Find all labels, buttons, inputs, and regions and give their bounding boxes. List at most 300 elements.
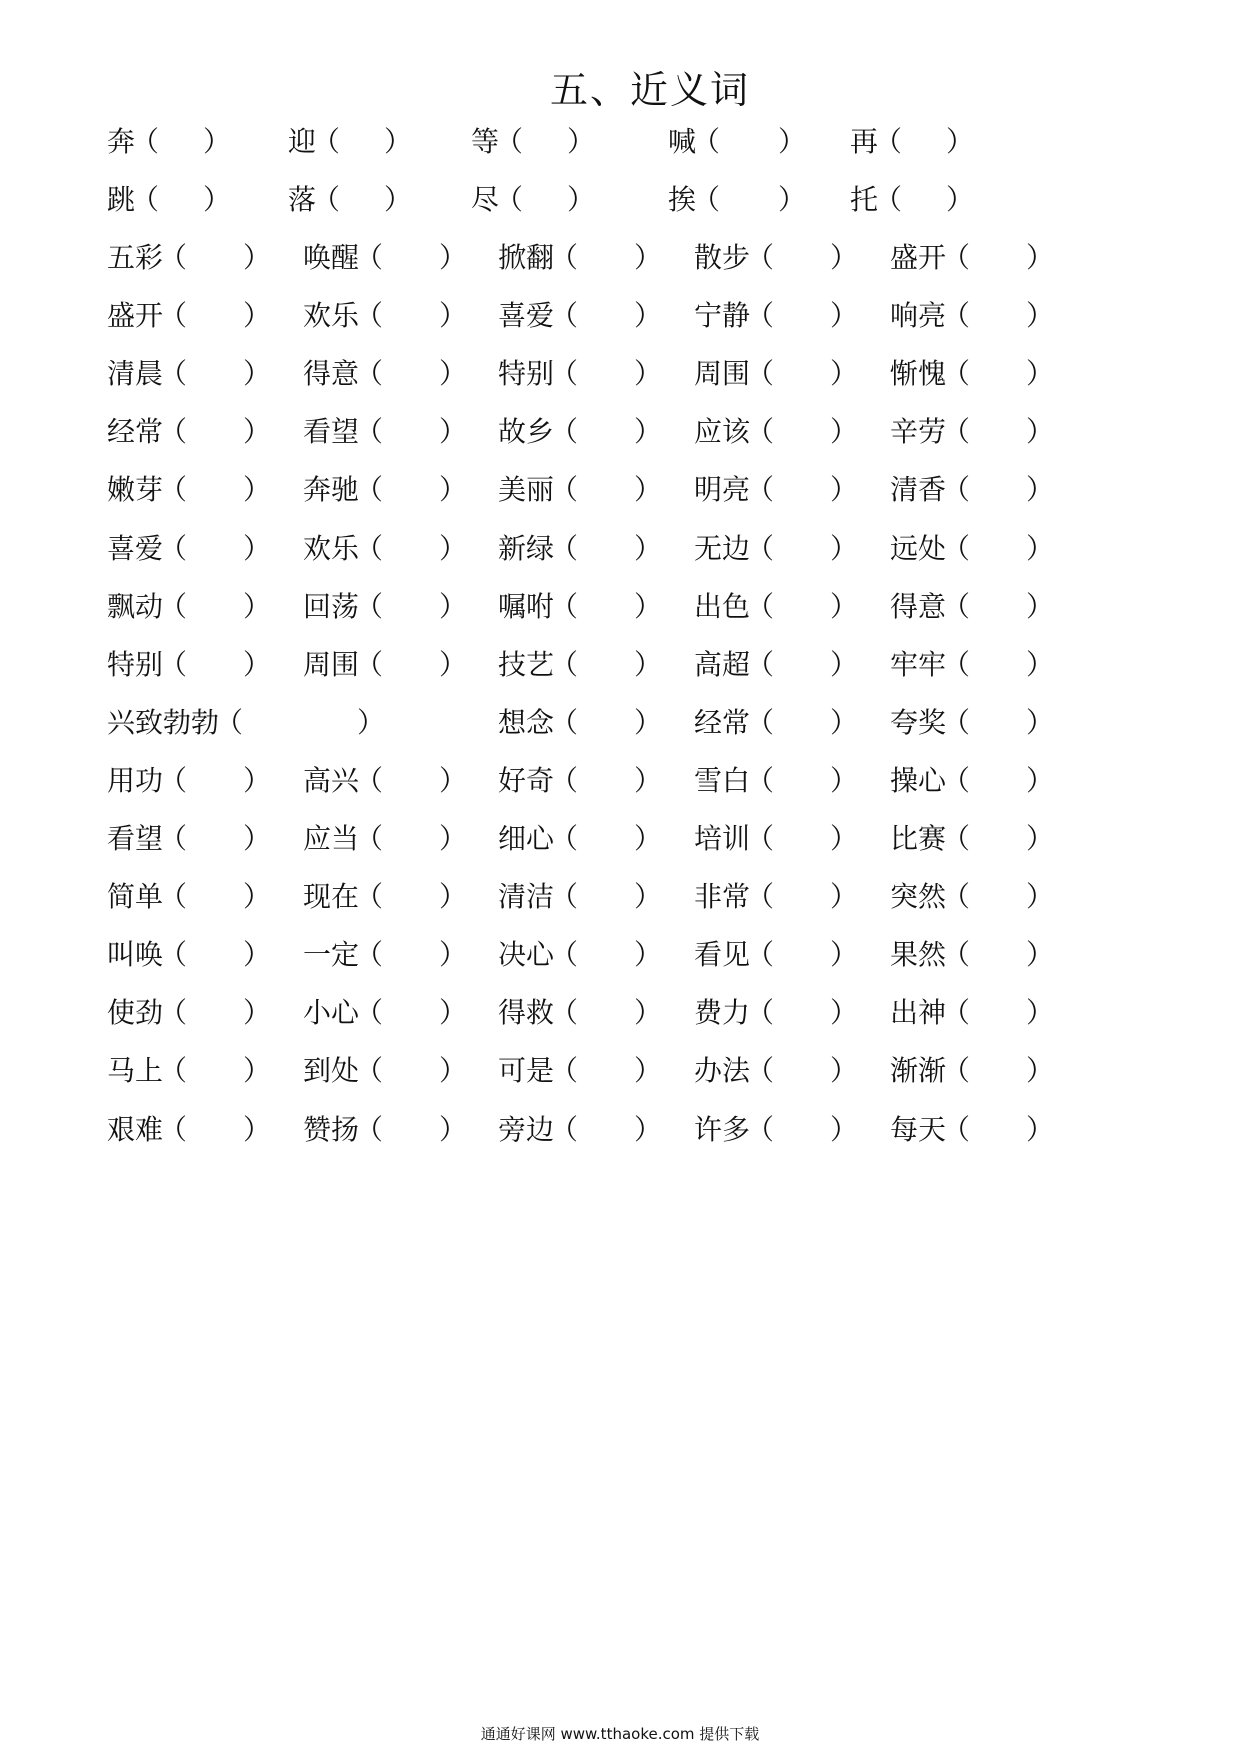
synonym-item [694,647,859,683]
answer-blank-close: ） [1026,590,1055,623]
answer-blank-close: ） [439,473,468,506]
synonym-item [498,414,663,450]
answer-blank-close: ） [243,241,272,274]
synonym-word: 好奇 [498,764,555,797]
synonym-word: 明亮 [694,473,751,506]
answer-blank-close: ） [634,996,663,1029]
synonym-item [890,414,1055,450]
answer-blank-open: （ [550,532,579,565]
answer-blank-open: （ [746,357,775,390]
answer-blank-open: （ [159,1113,188,1146]
synonym-item [694,414,859,450]
synonym-item [107,356,272,392]
synonym-word: 简单 [107,880,164,913]
answer-blank-open: （ [131,183,160,216]
answer-blank-close: ） [778,125,807,158]
synonym-item [890,472,1055,508]
answer-blank-close: ） [439,648,468,681]
synonym-word: 盛开 [107,299,164,332]
answer-blank-close: ） [243,880,272,913]
answer-blank-close: ） [243,1113,272,1146]
answer-blank-close: ） [203,183,232,216]
synonym-item [890,240,1055,276]
synonym-item [694,1053,859,1089]
answer-blank-close: ） [634,241,663,274]
synonym-word: 一定 [303,938,360,971]
synonym-word: 响亮 [890,299,947,332]
synonym-word: 尽 [471,183,500,216]
synonym-item [890,1112,1055,1148]
synonym-word: 费力 [694,996,751,1029]
synonym-item [694,472,859,508]
synonym-item [850,124,975,160]
answer-blank-close: ） [634,590,663,623]
answer-blank-close: ） [634,357,663,390]
answer-blank-open: （ [550,299,579,332]
answer-blank-close: ） [439,1054,468,1087]
answer-blank-open: （ [692,125,721,158]
answer-blank-open: （ [942,822,971,855]
synonym-item [107,1112,272,1148]
synonym-item [668,182,807,218]
answer-blank-close: ） [830,299,859,332]
answer-blank-open: （ [355,473,384,506]
synonym-word: 美丽 [498,473,555,506]
answer-blank-open: （ [746,299,775,332]
synonym-word: 比赛 [890,822,947,855]
answer-blank-close: ） [243,996,272,1029]
synonym-word: 非常 [694,880,751,913]
answer-blank-open: （ [355,357,384,390]
answer-blank-open: （ [159,938,188,971]
synonym-word: 欢乐 [303,532,360,565]
answer-blank-open: （ [355,1054,384,1087]
synonym-item [107,240,272,276]
answer-blank-close: ） [1026,822,1055,855]
synonym-word: 经常 [694,706,751,739]
synonym-word: 到处 [303,1054,360,1087]
answer-blank-open: （ [746,532,775,565]
synonym-item [303,1053,468,1089]
answer-blank-close: ） [830,938,859,971]
synonym-word: 小心 [303,996,360,1029]
answer-blank-open: （ [746,1113,775,1146]
synonym-item [107,124,232,160]
answer-blank-open: （ [550,241,579,274]
answer-blank-close: ） [1026,1054,1055,1087]
synonym-word: 高超 [694,648,751,681]
synonym-item [694,705,859,741]
answer-blank-open: （ [355,822,384,855]
synonym-item [303,937,468,973]
synonym-item [303,995,468,1031]
answer-blank-open: （ [159,241,188,274]
answer-blank-close: ） [439,764,468,797]
synonym-item [498,763,663,799]
synonym-item [471,182,596,218]
answer-blank-open: （ [746,241,775,274]
answer-blank-open: （ [550,706,579,739]
answer-blank-open: （ [550,590,579,623]
synonym-item [694,298,859,334]
synonym-item [498,995,663,1031]
answer-blank-open: （ [550,415,579,448]
synonym-word: 艰难 [107,1113,164,1146]
synonym-item [498,240,663,276]
answer-blank-close: ） [1026,532,1055,565]
synonym-word: 再 [850,125,879,158]
answer-blank-open: （ [942,299,971,332]
synonym-item [107,763,272,799]
synonym-item [107,182,232,218]
answer-blank-open: （ [355,299,384,332]
answer-blank-open: （ [550,938,579,971]
answer-blank-close: ） [243,764,272,797]
answer-blank-close: ） [830,706,859,739]
synonym-word: 应当 [303,822,360,855]
answer-blank-open: （ [312,125,341,158]
synonym-item [288,124,413,160]
synonym-word: 新绿 [498,532,555,565]
synonym-word: 使劲 [107,996,164,1029]
synonym-item [498,472,663,508]
synonym-word: 跳 [107,183,136,216]
synonym-word: 喊 [668,125,697,158]
answer-blank-open: （ [159,1054,188,1087]
answer-blank-close: ） [243,938,272,971]
answer-blank-close: ） [830,532,859,565]
answer-blank-open: （ [550,1113,579,1146]
answer-blank-open: （ [942,1054,971,1087]
synonym-item [498,356,663,392]
answer-blank-open: （ [159,822,188,855]
synonym-item [107,705,386,741]
answer-blank-open: （ [159,590,188,623]
answer-blank-close: ） [634,706,663,739]
answer-blank-close: ） [439,590,468,623]
synonym-word: 奔驰 [303,473,360,506]
answer-blank-open: （ [942,241,971,274]
answer-blank-close: ） [439,241,468,274]
synonym-item [498,705,663,741]
synonym-item [890,531,1055,567]
synonym-word: 旁边 [498,1113,555,1146]
synonym-item [107,414,272,450]
answer-blank-close: ） [384,183,413,216]
synonym-word: 细心 [498,822,555,855]
answer-blank-close: ） [243,1054,272,1087]
answer-blank-open: （ [746,415,775,448]
synonym-item [890,298,1055,334]
synonym-word: 叫唤 [107,938,164,971]
answer-blank-open: （ [942,590,971,623]
answer-blank-close: ） [634,473,663,506]
synonym-word: 出神 [890,996,947,1029]
synonym-item [107,589,272,625]
answer-blank-open: （ [746,764,775,797]
synonym-item [107,298,272,334]
answer-blank-open: （ [159,764,188,797]
synonym-word: 特别 [498,357,555,390]
answer-blank-open: （ [355,415,384,448]
answer-blank-open: （ [692,183,721,216]
answer-blank-close: ） [243,299,272,332]
synonym-word: 技艺 [498,648,555,681]
answer-blank-close: ） [830,648,859,681]
answer-blank-open: （ [942,996,971,1029]
answer-blank-open: （ [746,590,775,623]
answer-blank-close: ） [778,183,807,216]
answer-blank-open: （ [159,880,188,913]
synonym-item [890,589,1055,625]
synonym-word: 喜爱 [498,299,555,332]
synonym-item [890,647,1055,683]
synonym-word: 等 [471,125,500,158]
synonym-word: 嫩芽 [107,473,164,506]
synonym-item [288,182,413,218]
synonym-item [303,1112,468,1148]
answer-blank-open: （ [312,183,341,216]
synonym-item [107,472,272,508]
answer-blank-close: ） [634,822,663,855]
answer-blank-close: ） [634,938,663,971]
synonym-item [694,763,859,799]
synonym-word: 奔 [107,125,136,158]
answer-blank-open: （ [131,125,160,158]
answer-blank-close: ） [634,880,663,913]
answer-blank-open: （ [355,938,384,971]
answer-blank-close: ） [439,822,468,855]
synonym-word: 周围 [303,648,360,681]
synonym-item [303,589,468,625]
synonym-word: 盛开 [890,241,947,274]
synonym-word: 清香 [890,473,947,506]
answer-blank-open: （ [355,241,384,274]
answer-blank-open: （ [159,299,188,332]
answer-blank-open: （ [550,648,579,681]
answer-blank-open: （ [550,764,579,797]
answer-blank-close: ） [946,183,975,216]
answer-blank-open: （ [159,996,188,1029]
answer-blank-close: ） [567,125,596,158]
answer-blank-close: ） [243,415,272,448]
synonym-word: 突然 [890,880,947,913]
synonym-word: 牢牢 [890,648,947,681]
synonym-word: 办法 [694,1054,751,1087]
answer-blank-close: ） [830,996,859,1029]
synonym-word: 清晨 [107,357,164,390]
answer-blank-open: （ [550,357,579,390]
answer-blank-close: ） [1026,706,1055,739]
synonym-word: 落 [288,183,317,216]
synonym-item [694,356,859,392]
synonym-word: 喜爱 [107,532,164,565]
answer-blank-open: （ [355,1113,384,1146]
answer-blank-close: ） [203,125,232,158]
synonym-word: 看望 [303,415,360,448]
synonym-word: 嘱咐 [498,590,555,623]
answer-blank-close: ） [830,357,859,390]
synonym-word: 得意 [303,357,360,390]
synonym-word: 远处 [890,532,947,565]
answer-blank-close: ） [830,1113,859,1146]
synonym-item [498,1112,663,1148]
synonym-item [890,821,1055,857]
answer-blank-open: （ [942,764,971,797]
page-title: 五、近义词 [549,68,750,112]
synonym-word: 宁静 [694,299,751,332]
answer-blank-close: ） [634,648,663,681]
answer-blank-open: （ [746,938,775,971]
synonym-item [303,414,468,450]
answer-blank-open: （ [355,590,384,623]
answer-blank-open: （ [355,764,384,797]
answer-blank-close: ） [830,880,859,913]
answer-blank-close: ） [634,415,663,448]
synonym-item [890,879,1055,915]
synonym-item [107,647,272,683]
answer-blank-close: ） [243,590,272,623]
answer-blank-close: ） [439,299,468,332]
synonym-item [694,821,859,857]
answer-blank-open: （ [746,706,775,739]
answer-blank-close: ） [1026,648,1055,681]
synonym-word: 唤醒 [303,241,360,274]
synonym-item [498,647,663,683]
answer-blank-open: （ [159,473,188,506]
synonym-item [890,763,1055,799]
answer-blank-open: （ [355,880,384,913]
answer-blank-open: （ [746,1054,775,1087]
synonym-word: 得救 [498,996,555,1029]
synonym-item [303,763,468,799]
synonym-item [498,1053,663,1089]
answer-blank-open: （ [942,415,971,448]
answer-blank-open: （ [746,996,775,1029]
synonym-word: 看见 [694,938,751,971]
answer-blank-close: ） [439,938,468,971]
answer-blank-close: ） [439,996,468,1029]
answer-blank-close: ） [634,532,663,565]
answer-blank-close: ） [634,1113,663,1146]
synonym-word: 周围 [694,357,751,390]
answer-blank-close: ） [1026,764,1055,797]
synonym-item [694,937,859,973]
synonym-word: 用功 [107,764,164,797]
synonym-word: 渐渐 [890,1054,947,1087]
synonym-word: 迎 [288,125,317,158]
answer-blank-close: ） [439,415,468,448]
synonym-item [303,531,468,567]
synonym-word: 故乡 [498,415,555,448]
synonym-item [498,298,663,334]
synonym-item [890,937,1055,973]
answer-blank-open: （ [942,648,971,681]
answer-blank-close: ） [439,1113,468,1146]
synonym-word: 看望 [107,822,164,855]
synonym-item [303,356,468,392]
answer-blank-close: ） [243,822,272,855]
synonym-item [303,240,468,276]
synonym-word: 掀翻 [498,241,555,274]
synonym-word: 回荡 [303,590,360,623]
answer-blank-close: ） [439,880,468,913]
synonym-word: 兴致勃勃 [107,706,220,739]
synonym-item [694,879,859,915]
synonym-word: 清洁 [498,880,555,913]
synonym-item [107,821,272,857]
answer-blank-close: ） [357,706,386,739]
answer-blank-open: （ [550,822,579,855]
answer-blank-open: （ [942,357,971,390]
synonym-word: 想念 [498,706,555,739]
answer-blank-open: （ [550,996,579,1029]
synonym-word: 每天 [890,1113,947,1146]
synonym-word: 应该 [694,415,751,448]
answer-blank-close: ） [634,1054,663,1087]
answer-blank-close: ） [1026,241,1055,274]
answer-blank-open: （ [942,880,971,913]
synonym-word: 操心 [890,764,947,797]
answer-blank-open: （ [159,357,188,390]
answer-blank-open: （ [942,532,971,565]
synonym-word: 惭愧 [890,357,947,390]
answer-blank-close: ） [1026,415,1055,448]
answer-blank-close: ） [243,532,272,565]
synonym-item [498,937,663,973]
synonym-word: 夸奖 [890,706,947,739]
answer-blank-close: ） [830,1054,859,1087]
synonym-word: 五彩 [107,241,164,274]
synonym-word: 果然 [890,938,947,971]
answer-blank-open: （ [495,125,524,158]
synonym-word: 出色 [694,590,751,623]
answer-blank-close: ） [243,473,272,506]
synonym-item [303,472,468,508]
answer-blank-open: （ [942,938,971,971]
synonym-item [694,589,859,625]
synonym-item [694,1112,859,1148]
answer-blank-open: （ [874,183,903,216]
answer-blank-open: （ [746,880,775,913]
synonym-word: 欢乐 [303,299,360,332]
synonym-word: 培训 [694,822,751,855]
synonym-item [694,240,859,276]
answer-blank-close: ） [1026,880,1055,913]
synonym-item [303,647,468,683]
answer-blank-open: （ [550,473,579,506]
answer-blank-close: ） [830,822,859,855]
answer-blank-close: ） [1026,996,1055,1029]
answer-blank-open: （ [495,183,524,216]
synonym-word: 飘动 [107,590,164,623]
synonym-word: 散步 [694,241,751,274]
synonym-item [890,705,1055,741]
answer-blank-close: ） [1026,299,1055,332]
answer-blank-open: （ [942,1113,971,1146]
synonym-item [107,531,272,567]
synonym-item [107,879,272,915]
answer-blank-close: ） [439,532,468,565]
synonym-item [498,821,663,857]
answer-blank-open: （ [942,706,971,739]
footer-text: 通通好课网 www.tthaoke.com 提供下载 [480,1725,760,1743]
answer-blank-close: ） [634,299,663,332]
answer-blank-close: ） [830,473,859,506]
answer-blank-close: ） [1026,473,1055,506]
answer-blank-open: （ [159,532,188,565]
synonym-word: 雪白 [694,764,751,797]
